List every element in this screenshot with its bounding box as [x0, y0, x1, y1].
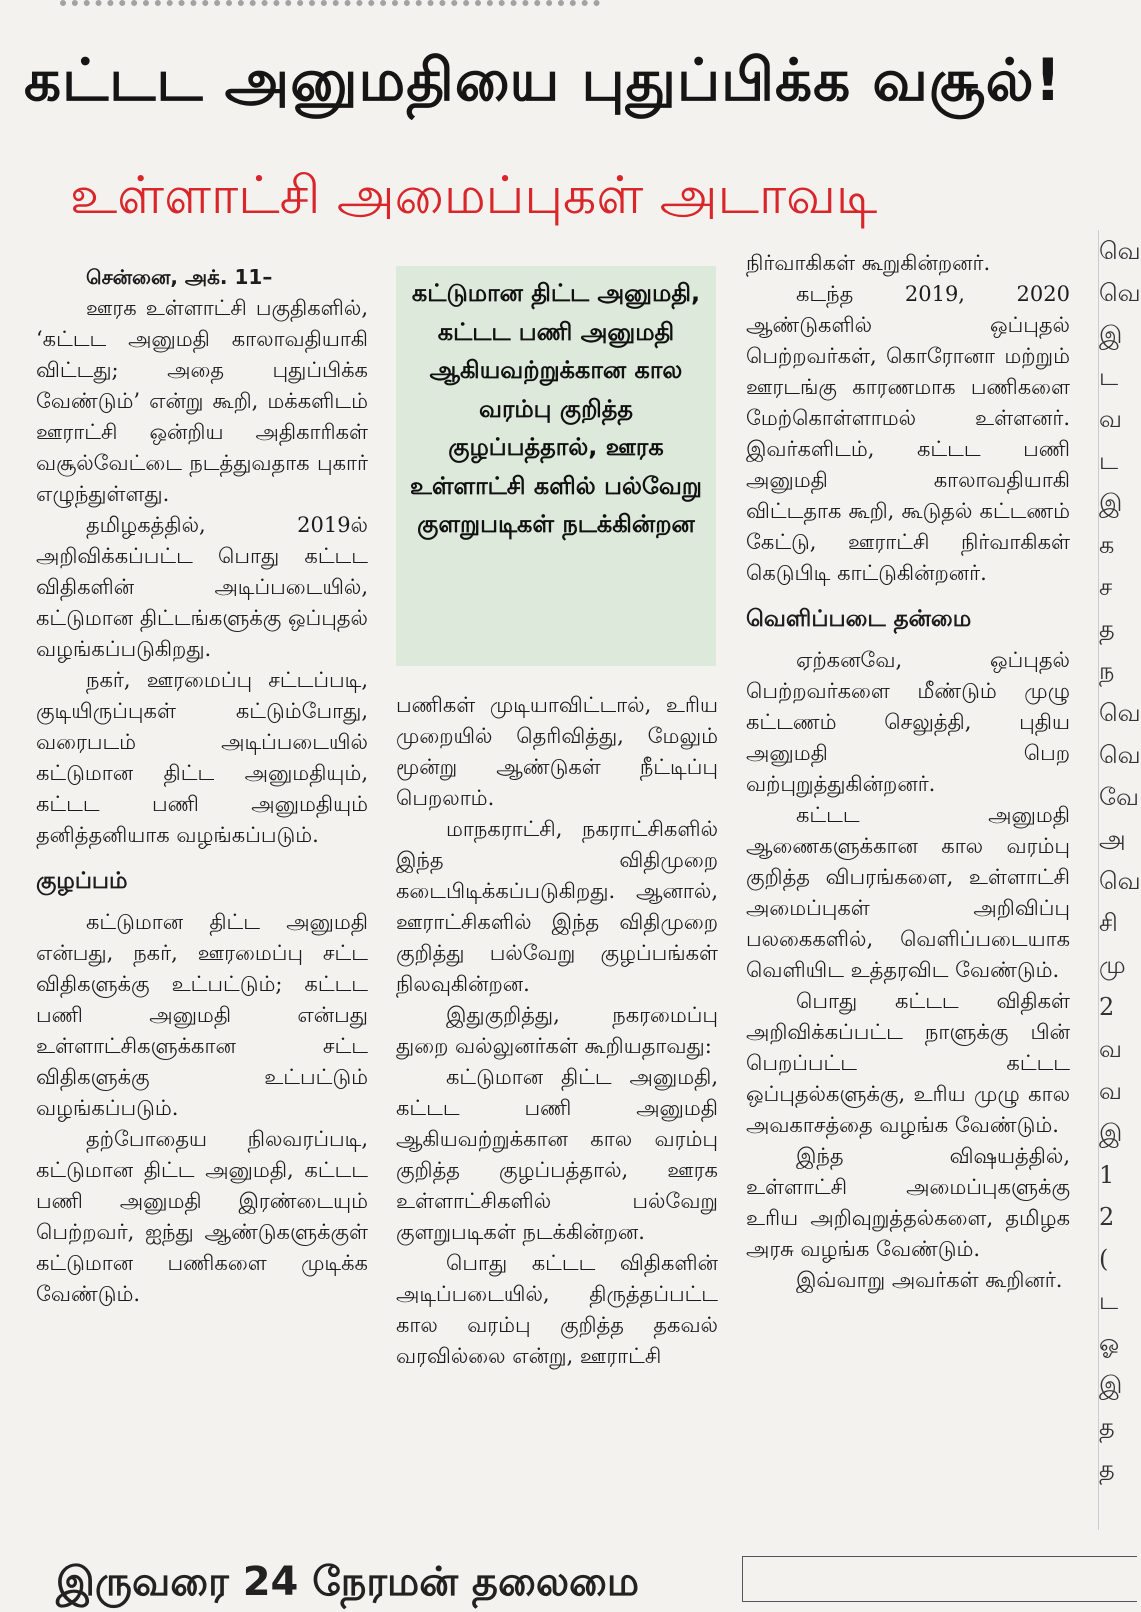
adjacent-column-fragment: [1098, 230, 1141, 1530]
paragraph: ஊரக உள்ளாட்சி பகுதிகளில், ‘கட்டட அனுமதி காலாவதியாகி விட்டது; அதை புதுப்பிக்க வேண்டும்’ என்று கூறி, மக்களிடம் ஊராட்சி ஒன்றிய அதிகாரிகள் வசூல்வேட்டை நடத்துவதாக புகார் எழுந்துள்ளது.: [36, 296, 368, 506]
section-heading: குழப்பம்: [36, 868, 128, 894]
paragraph: கடந்த 2019, 2020 ஆண்டுகளில் ஒப்புதல் பெற்றவர்கள், கொரோனா மற்றும் ஊரடங்கு காரணமாக பணிகளை மேற்கொள்ளாமல் உள்ளனர். இவர்களிடம், கட்டட பணி அனுமதி காலாவதியாகி விட்டதாக கூறி, கூடுதல் கட்டணம் கேட்டு, ஊராட்சி நிர்வாகிகள் கெடுபிடி காட்டுகின்றனர்.: [746, 282, 1070, 585]
edge-fragment: ஓ: [1099, 1329, 1120, 1357]
edge-fragment: இ: [1099, 1371, 1123, 1399]
paragraph: பொது கட்டட விதிகள் அறிவிக்கப்பட்ட நாளுக்கு பின் பெறப்பட்ட கட்டட ஒப்புதல்களுக்கு, உரிய முழு கால அவகாசத்தை வழங்க வேண்டும்.: [746, 989, 1070, 1137]
paragraph: இவ்வாறு அவர்கள் கூறினர்.: [796, 1268, 1063, 1292]
edge-fragment: வெ: [1099, 699, 1141, 727]
article-column-2: [396, 690, 718, 1372]
article-column-3: [746, 248, 1070, 1296]
paragraph: மாநகராட்சி, நகராட்சிகளில் இந்த விதிமுறை கடைபிடிக்கப்படுகிறது. ஆனால், ஊராட்சிகளில் இந்த விதிமுறை குறித்து பல்வேறு குழப்பங்கள் நிலவுகின்றன.: [396, 817, 718, 996]
next-article-box: [742, 1556, 1137, 1602]
edge-fragment: க: [1099, 531, 1115, 559]
edge-fragment: வ: [1099, 1077, 1122, 1105]
edge-fragment: 2: [1099, 1203, 1115, 1231]
edge-fragment: 2: [1099, 993, 1115, 1021]
subheadline: உள்ளாட்சி அமைப்புகள் அடாவடி: [70, 166, 878, 226]
paragraph: கட்டட அனுமதி ஆணைகளுக்கான கால வரம்பு குறித்த விபரங்களை, உள்ளாட்சி அமைப்புகள் அறிவிப்பு பலகைகளில், வெளிப்படையாக வெளியிட உத்தரவிட வேண்டும்.: [746, 803, 1070, 982]
paragraph: நிர்வாகிகள் கூறுகின்றனர்.: [746, 251, 991, 275]
edge-fragment: மு: [1099, 951, 1126, 979]
edge-fragment: ட: [1099, 363, 1119, 391]
edge-fragment: இ: [1099, 1119, 1123, 1147]
edge-fragment: வெ: [1099, 741, 1141, 769]
edge-fragment: இ: [1099, 489, 1123, 517]
edge-fragment: இ: [1099, 321, 1123, 349]
dateline: சென்னை, அக். 11–: [86, 265, 273, 289]
article-column-1: [36, 262, 368, 1310]
edge-fragment: ட: [1099, 447, 1119, 475]
next-article-headline-fragment: இருவரை 24 நேரமன் தலைமை: [56, 1559, 640, 1605]
edge-fragment: த: [1099, 1413, 1115, 1441]
section-heading: வெளிப்படை தன்மை: [746, 606, 972, 632]
paragraph: இதுகுறித்து, நகரமைப்பு துறை வல்லுனர்கள் கூறியதாவது:: [396, 1003, 718, 1058]
edge-fragment: வெ: [1099, 867, 1141, 895]
paragraph: இந்த விஷயத்தில், உள்ளாட்சி அமைப்புகளுக்கு உரிய அறிவுறுத்தல்களை, தமிழக அரசு வழங்க வேண்டும்.: [746, 1144, 1070, 1261]
edge-fragment: வெ: [1099, 237, 1141, 265]
edge-fragment: சி: [1099, 909, 1118, 937]
edge-fragment: த: [1099, 615, 1115, 643]
paragraph: ஏற்கனவே, ஒப்புதல் பெற்றவர்களை மீண்டும் முழு கட்டணம் செலுத்தி, புதிய அனுமதி பெற வற்புறுத்துகின்றனர்.: [746, 648, 1070, 796]
top-cut-edge: [60, 0, 600, 16]
edge-fragment: ந: [1099, 657, 1115, 685]
edge-fragment: வ: [1099, 1035, 1122, 1063]
edge-fragment: அ: [1099, 825, 1126, 853]
edge-fragment: வே: [1099, 783, 1140, 811]
paragraph: தமிழகத்தில், 2019ல் அறிவிக்கப்பட்ட பொது கட்டட விதிகளின் அடிப்படையில், கட்டுமான திட்டங்களுக்கு ஒப்புதல் வழங்கப்படுகிறது.: [36, 513, 368, 661]
highlight-callout: கட்டுமான திட்ட அனுமதி, கட்டட பணி அனுமதி ஆகியவற்றுக்கான கால வரம்பு குறித்த குழப்பத்தால், ஊரக உள்ளாட்சி களில் பல்வேறு குளறுபடிகள் நடக்கின்றன: [396, 266, 716, 666]
edge-fragment: வ: [1099, 405, 1122, 433]
paragraph: கட்டுமான திட்ட அனுமதி என்பது, நகர், ஊரமைப்பு சட்ட விதிகளுக்கு உட்பட்டும்; கட்டட பணி அனுமதி என்பது உள்ளாட்சிகளுக்கான சட்ட விதிகளுக்கு உட்பட்டும் வழங்கப்படும்.: [36, 910, 368, 1120]
paragraph: பணிகள் முடியாவிட்டால், உரிய முறையில் தெரிவித்து, மேலும் மூன்று ஆண்டுகள் நீட்டிப்பு பெறலாம்.: [396, 693, 718, 810]
edge-fragment: த: [1099, 1455, 1115, 1483]
edge-fragment: வெ: [1099, 279, 1141, 307]
paragraph: பொது கட்டட விதிகளின் அடிப்படையில், திருத்தப்பட்ட கால வரம்பு குறித்த தகவல் வரவில்லை என்று, ஊராட்சி: [396, 1251, 718, 1368]
paragraph: நகர், ஊரமைப்பு சட்டப்படி, குடியிருப்புகள் கட்டும்போது, வரைபடம் அடிப்படையில் கட்டுமான திட்ட அனுமதியும், கட்டட பணி அனுமதியும் தனித்தனியாக வழங்கப்படும்.: [36, 668, 368, 847]
edge-fragment: ச: [1099, 573, 1113, 601]
edge-fragment: 1: [1099, 1161, 1115, 1189]
headline: கட்டட அனுமதியை புதுப்பிக்க வசூல்!: [24, 46, 1063, 114]
paragraph: கட்டுமான திட்ட அனுமதி, கட்டட பணி அனுமதி ஆகியவற்றுக்கான கால வரம்பு குறித்த குழப்பத்தால், ஊரக உள்ளாட்சிகளில் பல்வேறு குளறுபடிகள் நடக்கின்றன.: [396, 1065, 718, 1244]
edge-fragment: (: [1099, 1245, 1109, 1273]
paragraph: தற்போதைய நிலவரப்படி, கட்டுமான திட்ட அனுமதி, கட்டட பணி அனுமதி இரண்டையும் பெற்றவர், ஐந்து ஆண்டுகளுக்குள் கட்டுமான பணிகளை முடிக்க வேண்டும்.: [36, 1127, 368, 1306]
edge-fragment: ட: [1099, 1287, 1119, 1315]
